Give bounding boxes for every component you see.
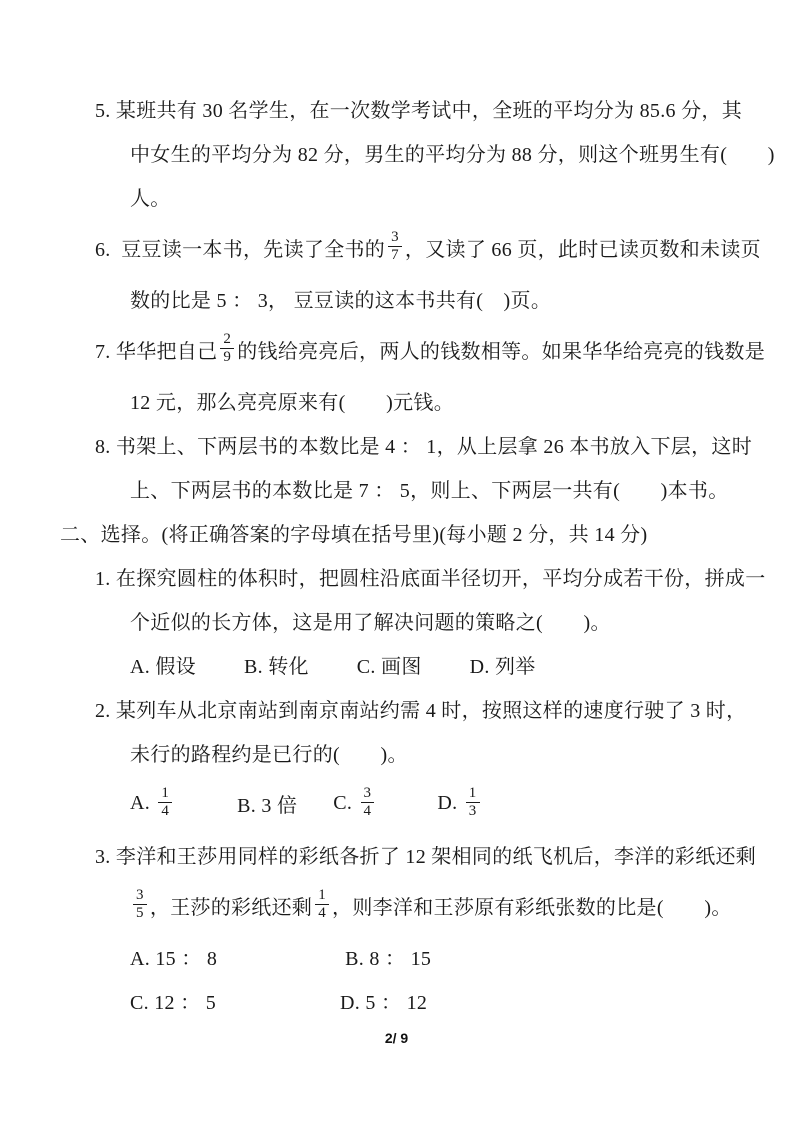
- text-run: C. 画图: [356, 655, 422, 678]
- question-line: [95, 218, 793, 276]
- question-line: [130, 174, 793, 218]
- text-run: 个近似的长方体，这是用了解决问题的策略之( )。: [130, 611, 611, 634]
- fraction-numerator: 3: [363, 784, 372, 801]
- fraction: [158, 785, 172, 820]
- question-line: [95, 422, 793, 466]
- fraction-numerator: 1: [468, 784, 477, 801]
- fraction-denominator: 7: [388, 246, 402, 264]
- text-run: D.: [437, 791, 463, 814]
- text-run: 上、下两层书的本数比是 7 ： 5，则上、下两层一共有( )本书。: [130, 479, 729, 502]
- text-run: A. 假设: [130, 655, 196, 678]
- fraction-denominator: 4: [361, 802, 375, 820]
- options-line: [130, 934, 793, 978]
- options-line: [130, 642, 793, 686]
- fraction: [466, 785, 480, 820]
- fraction: [361, 785, 375, 820]
- fraction: [315, 887, 329, 922]
- text-run: A. 15 ： 8: [130, 947, 218, 970]
- text-run: 的钱给亮亮后，两人的钱数相等。如果华华给亮亮的钱数是: [237, 340, 766, 363]
- text-run: 未行的路程约是已行的( )。: [130, 743, 408, 766]
- question-line: [130, 730, 793, 774]
- question-line: [95, 686, 793, 730]
- fraction-numerator: 1: [161, 784, 170, 801]
- question-line: [95, 320, 793, 378]
- fraction-denominator: 4: [158, 802, 172, 820]
- text-run: B. 转化: [243, 655, 309, 678]
- spacer: [297, 803, 333, 804]
- fraction-denominator: 3: [466, 802, 480, 820]
- fraction-denominator: 9: [220, 348, 234, 366]
- text-run: B. 8 ： 15: [345, 947, 432, 970]
- text-run: 7. 华华把自己: [95, 340, 218, 363]
- text-run: 3. 李洋和王莎用同样的彩纸各折了 12 架相同的纸飞机后，李洋的彩纸还剩: [95, 845, 757, 868]
- options-line: [130, 978, 793, 1022]
- fraction: [388, 229, 402, 264]
- text-run: D. 5 ： 12: [340, 991, 428, 1014]
- question-line: [130, 378, 793, 422]
- text-run: 中女生的平均分为 82 分，男生的平均分为 88 分，则这个班男生有( ): [130, 143, 775, 166]
- spacer: [217, 956, 345, 957]
- text-run: 数的比是 5 ： 3， 豆豆读的这本书共有( )页。: [130, 289, 552, 312]
- text-run: 6. 豆豆读一本书，先读了全书的: [95, 238, 386, 261]
- text-run: 12 元，那么亮亮原来有( )元钱。: [130, 391, 455, 414]
- text-run: C.: [333, 791, 358, 814]
- question-line: [130, 130, 793, 174]
- text-run: 8. 书架上、下两层书的本数比是 4 ： 1，从上层拿 26 本书放入下层，这时: [95, 435, 752, 458]
- page-number: 2/ 9: [384, 1030, 409, 1046]
- spacer: [216, 1000, 340, 1001]
- text-run: 5. 某班共有 30 名学生，在一次数学考试中，全班的平均分为 85.6 分，其: [95, 99, 742, 122]
- question-line: [130, 276, 793, 320]
- spacer: [175, 803, 237, 804]
- fraction-denominator: 4: [315, 904, 329, 922]
- text-run: C. 12 ： 5: [130, 991, 217, 1014]
- fraction-numerator: 3: [136, 886, 144, 903]
- question-line: [95, 832, 793, 876]
- fraction-numerator: 3: [391, 228, 399, 245]
- fraction-numerator: 1: [318, 886, 327, 903]
- text-run: 人。: [130, 187, 171, 210]
- text-run: B. 3 倍: [237, 794, 298, 817]
- text-run: 二、选择。(将正确答案的字母填在括号里)(每小题 2 分，共 14 分): [60, 523, 648, 546]
- text-run: 1. 在探究圆柱的体积时，把圆柱沿底面半径切开，平均分成若干份，拼成一: [95, 567, 766, 590]
- question-line: [95, 554, 793, 598]
- spacer: [309, 664, 357, 665]
- question-line: [130, 466, 793, 510]
- fraction-numerator: 2: [223, 330, 232, 347]
- text-run: A.: [130, 791, 156, 814]
- fraction: [133, 887, 147, 922]
- section-header: [60, 510, 793, 554]
- options-line: [130, 774, 793, 832]
- spacer: [377, 803, 437, 804]
- text-run: 2. 某列车从北京南站到南京南站约需 4 时，按照这样的速度行驶了 3 时，: [95, 699, 747, 722]
- text-run: D. 列举: [469, 655, 536, 678]
- question-line: [130, 598, 793, 642]
- spacer: [196, 664, 244, 665]
- fraction-denominator: 5: [133, 904, 147, 922]
- text-run: ，则李洋和王莎原有彩纸张数的比是( )。: [332, 896, 732, 919]
- text-run: ，王莎的彩纸还剩: [149, 896, 313, 919]
- question-line: [130, 876, 793, 934]
- fraction: [220, 331, 234, 366]
- question-line: [95, 86, 793, 130]
- text-run: ，又读了 66 页，此时已读页数和未读页: [404, 238, 761, 261]
- spacer: [422, 664, 470, 665]
